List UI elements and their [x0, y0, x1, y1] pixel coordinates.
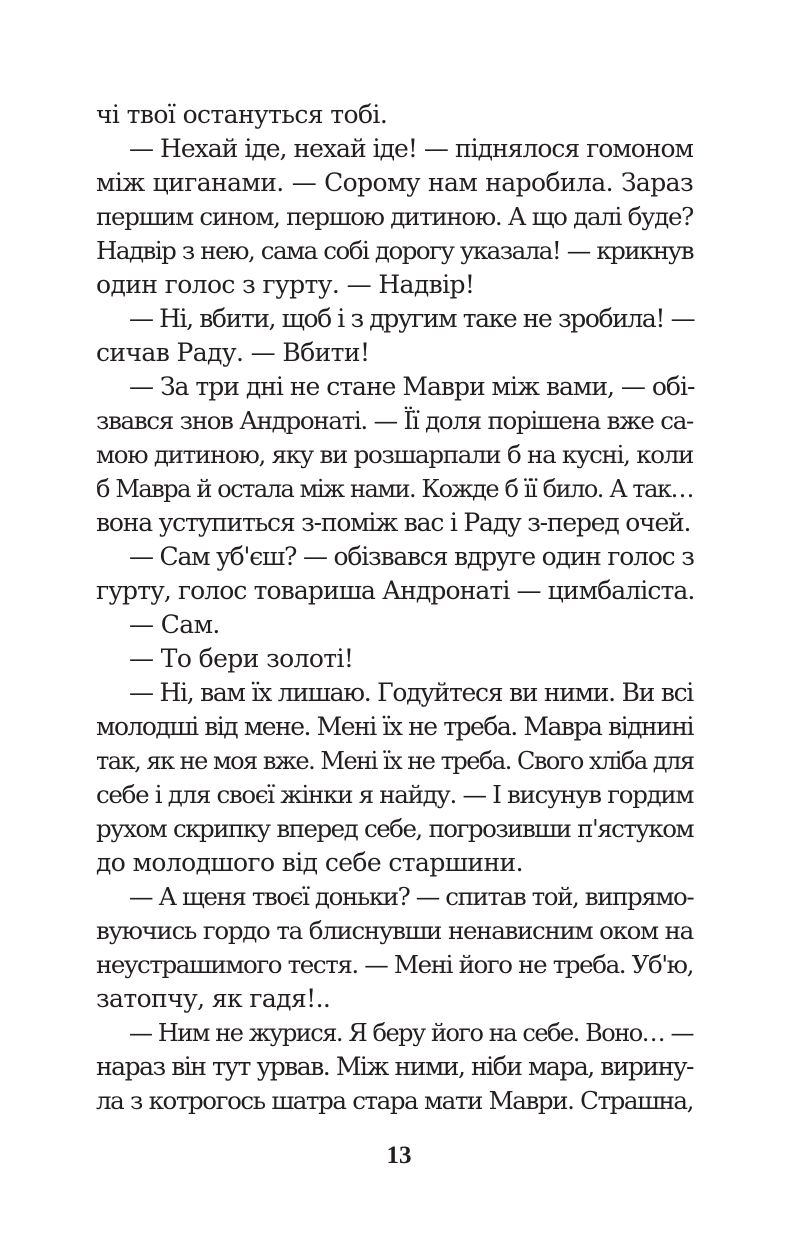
text-line: себе і для своєї жінки я найду. — І висунув гордим [96, 780, 694, 809]
text-line: чі твої остануться тобі. [96, 100, 388, 129]
text-line: сичав Раду. — Вбити! [96, 338, 370, 367]
text-line: — За три дні не стане Маври між вами, — обі- [129, 372, 695, 401]
text-line: Надвір з нею, сама собі дорогу указала! — крикнув [96, 236, 693, 265]
text-line: мою дитиною, яку ви розшарпали б на кусні, коли [96, 440, 693, 469]
text-line: — Ні, вам їх лишаю. Годуйтеся ви ними. Ви всі [129, 678, 693, 707]
text-line: — То бери золоті! [129, 644, 354, 673]
text-line: один голос з гурту. — Надвір! [96, 270, 475, 299]
body-text [96, 98, 693, 1118]
text-line: — Нехай іде, нехай іде! — піднялося гомоном [129, 134, 693, 163]
text-line: — Сам уб'єш? — обізвався вдруге один голос з [129, 542, 694, 571]
text-line: затопчу, як гадя!.. [96, 984, 331, 1013]
text-line: ла з котрогось шатра стара мати Маври. Страшна, [96, 1086, 693, 1115]
text-line: рухом скрипку вперед себе, погрозивши п'ястуком [96, 814, 693, 843]
page-number: 13 [386, 1142, 412, 1169]
text-line: першим сином, першою дитиною. А що далі буде? [96, 202, 693, 231]
text-line: молодші від мене. Мені їх не треба. Мавра віднині [96, 712, 693, 741]
text-line: звався знов Андронаті. — Її доля порішена вже са- [96, 406, 693, 435]
text-line: неустрашимого тестя. — Мені його не треба. Уб'ю, [96, 950, 693, 979]
text-line: — Сам. [129, 610, 220, 639]
text-line: так, як не моя вже. Мені їх не треба. Свого хліба для [96, 747, 694, 775]
text-line: нараз він тут урвав. Між ними, ніби мара, вирину- [96, 1052, 693, 1081]
text-line: гурту, голос товариша Андронаті — цимбаліста. [96, 576, 695, 605]
text-line: — А щеня твоєї доньки? — спитав той, випрямо- [129, 882, 694, 911]
text-line: — Ні, вбити, щоб і з другим таке не зробила! — [129, 304, 695, 333]
text-line: — Ним не журися. Я беру його на себе. Воно… — [129, 1019, 693, 1047]
text-line: між циганами. — Сорому нам наробила. Зараз [96, 168, 693, 197]
text-line: б Мавра й остала між нами. Кожде б її било. А так… [96, 475, 693, 503]
text-line: до молодшого від себе старшини. [96, 848, 523, 877]
text-line: вона уступиться з-поміж вас і Раду з-перед очей. [96, 508, 691, 537]
text-line: вуючись гордо та блиснувши ненависним оком на [96, 916, 693, 945]
